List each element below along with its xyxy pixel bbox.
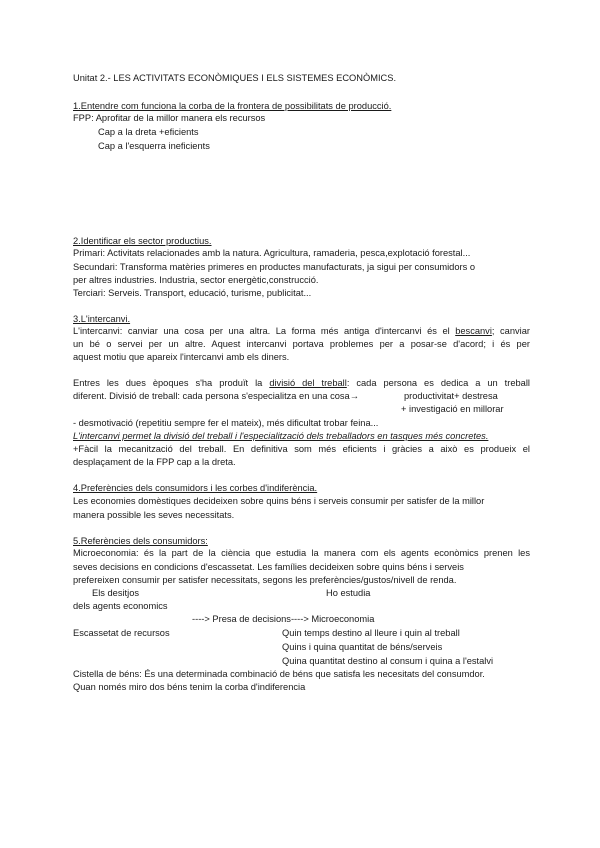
bescanvi-term: bescanvi xyxy=(455,326,492,336)
intercanvi-permet: L'intercanvi permet la divisió del treball i l'especialització dels treballadors en tasques més concretes. xyxy=(73,431,489,441)
sector-terciari: Terciari: Serveis. Transport, educació, turisme, publicitat... xyxy=(73,288,312,298)
preferencies-line-2: manera possible les seves necessitats. xyxy=(73,510,235,520)
divisio-line-2: diferent. Divisió de treball: cada persona s'especialitza en una cosa→ xyxy=(73,391,360,401)
desmotivacio: - desmotivació (repetitiu sempre fer el mateix), més dificultat trobar feina... xyxy=(73,418,379,428)
section-2-heading: 2.Identificar els sector productius. xyxy=(73,236,212,246)
intercanvi-line-1: L'intercanvi: canviar una cosa per una altra. La forma més antiga d'intercanvi és el bescanvi; canviar xyxy=(73,326,530,336)
sector-primari: Primari: Activitats relacionades amb la natura. Agricultura, ramaderia, pesca,explotació forestal... xyxy=(73,248,471,258)
microeconomia-line-1: Microeconomia: és la part de la ciència que estudia la manera com els agents econòmics prenen les xyxy=(73,548,530,558)
section-1-heading: 1.Entendre com funciona la corba de la frontera de possibilitats de producció. xyxy=(73,101,392,111)
microeconomia-line-3: prefereixen consumir per satisfer necessitats, segons les preferències/gustos/nivell de renda. xyxy=(73,575,457,585)
section-5-heading: 5.Referències dels consumidors: xyxy=(73,536,208,546)
sector-secundari-1: Secundari: Transforma matèries primeres en productes manufacturats, ja sigui per consumidors o xyxy=(73,262,476,272)
presa-decisions-flow: ----> Presa de decisions----> Microeconomia xyxy=(192,614,375,624)
cistella-line-2: Quan només miro dos béns tenim la corba d'indiferencia xyxy=(73,682,306,692)
mecanitzacio-line: +Fàcil la mecanització del treball. En definitiva som més eficients i gràcies a això es produeix el xyxy=(73,444,530,454)
question-3: Quina quantitat destino al consum i quina a l'estalvi xyxy=(282,656,494,666)
desplacament-line: desplaçament de la FPP cap a la dreta. xyxy=(73,457,236,467)
sector-secundari-2: per altres industries. Industria, sector energètic,construcció. xyxy=(73,275,319,285)
fpp-left: Cap a l'esquerra ineficients xyxy=(98,141,210,151)
fpp-right: Cap a la dreta +eficients xyxy=(98,127,199,137)
agents-label: dels agents economics xyxy=(73,601,168,611)
preferencies-line-1: Les economies domèstiques decideixen sobre quins béns i serveis consumir per satisfer de la millor xyxy=(73,496,485,506)
divisio-line-1: Entres les dues èpoques s'ha produït la divisió del treball: cada persona es dedica a un treball xyxy=(73,378,530,388)
investigacio: + investigació en millorar xyxy=(401,404,504,414)
cistella-line-1: Cistella de béns: És una determinada combinació de béns que satisfa les necesitats del consumdor. xyxy=(73,669,485,679)
intercanvi-line-2: un bé o servei per un altre. Aquest intercanvi portava problemes per a posar-se d'acord; i és per xyxy=(73,339,530,349)
fpp-definition: FPP: Aprofitar de la millor manera els recursos xyxy=(73,113,266,123)
question-2: Quins i quina quantitat de béns/serveis xyxy=(282,642,443,652)
microeconomia-line-2: seves decisions en condicions d'escassetat. Les famílies decideixen sobre quins béns i serveis xyxy=(73,562,464,572)
escassetat-label: Escassetat de recursos xyxy=(73,628,170,638)
section-4-heading: 4.Preferències dels consumidors i les corbes d'indiferència. xyxy=(73,483,318,493)
estudia-label: Ho estudia xyxy=(326,588,371,598)
section-3-heading: 3.L'intercanvi. xyxy=(73,314,131,324)
question-1: Quin temps destino al lleure i quin al treball xyxy=(282,628,460,638)
productivitat: productivitat+ destresa xyxy=(404,391,498,401)
page-title: Unitat 2.- LES ACTIVITATS ECONÒMIQUES I ELS SISTEMES ECONÒMICS. xyxy=(73,73,397,83)
divisio-treball-term: divisió del treball xyxy=(269,378,347,388)
desitjos-label: Els desitjos xyxy=(92,588,140,598)
intercanvi-line-3: aquest motiu que apareix l'intercanvi amb els diners. xyxy=(73,352,290,362)
